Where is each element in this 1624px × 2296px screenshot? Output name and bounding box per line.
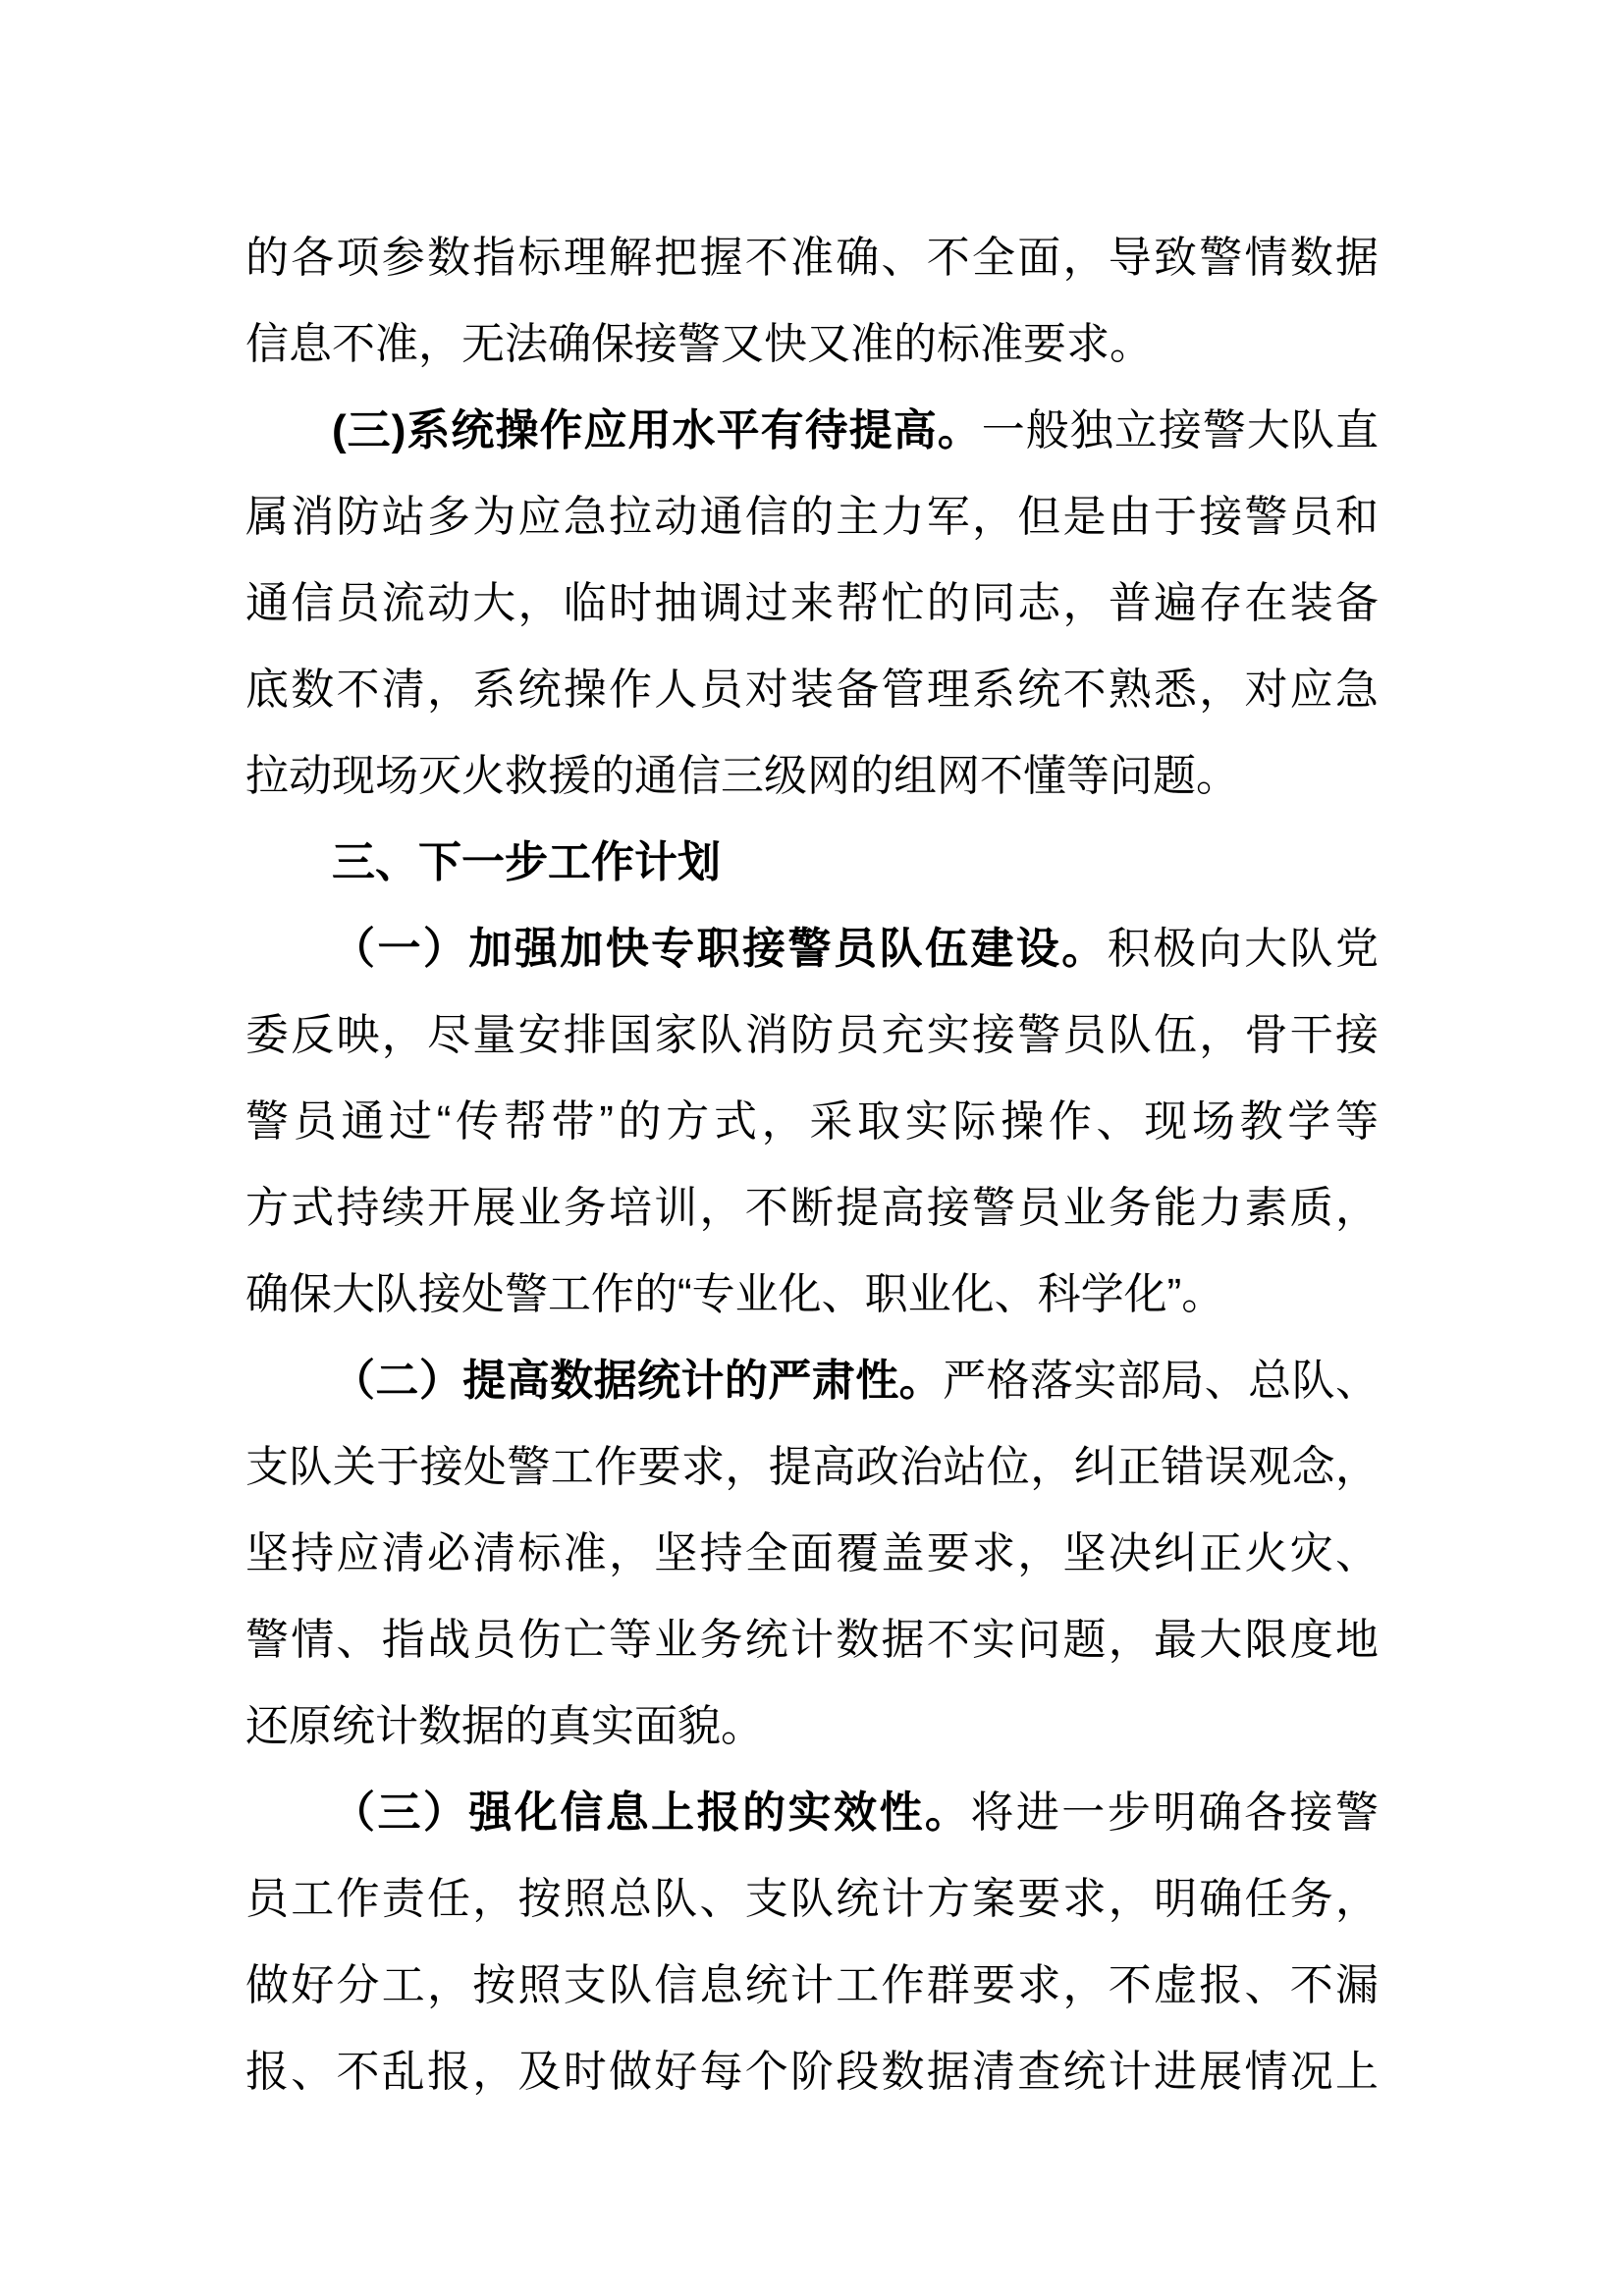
text-line xyxy=(245,1338,1379,1424)
body-text-run: 的各项参数指标理解把握不准确、不全面，导致警情数据 xyxy=(245,234,1379,282)
text-line xyxy=(245,1856,1379,1943)
body-text-run: 支队关于接处警工作要求，提高政治站位，纠正错误观念， xyxy=(245,1443,1379,1491)
body-text-run: 方式持续开展业务培训，不断提高接警员业务能力素质， xyxy=(245,1184,1379,1232)
text-line xyxy=(245,301,1379,388)
text-line xyxy=(245,906,1379,992)
text-line xyxy=(245,474,1379,561)
text-line xyxy=(245,1424,1379,1511)
body-text-run: 通信员流动大，临时抽调过来帮忙的同志，普遍存在装备 xyxy=(245,579,1379,627)
text-line xyxy=(245,1770,1379,1856)
text-line xyxy=(245,1683,1379,1770)
body-text-run: 员工作责任，按照总队、支队统计方案要求，明确任务， xyxy=(245,1875,1379,1923)
body-text-run: 信息不准，无法确保接警又快又准的标准要求。 xyxy=(245,320,1153,368)
text-line xyxy=(245,647,1379,733)
body-text-run: 做好分工，按照支队信息统计工作群要求，不虚报、不漏 xyxy=(245,1961,1379,2009)
heading-text-run: （三）强化信息上报的实效性。 xyxy=(332,1789,971,1837)
body-text-run: 还原统计数据的真实面貌。 xyxy=(245,1702,764,1750)
heading-text-run: （一）加强加快专职接警员队伍建设。 xyxy=(332,925,1108,973)
body-text-run: 将进一步明确各接警 xyxy=(970,1789,1380,1837)
document-content xyxy=(245,215,1379,2115)
body-text-run: 警员通过“传帮带”的方式，采取实际操作、现场教学等 xyxy=(245,1097,1379,1146)
body-text-run: 警情、指战员伤亡等业务统计数据不实问题，最大限度地 xyxy=(245,1616,1379,1664)
body-text-run: 一般独立接警大队直 xyxy=(981,406,1379,454)
body-text-run: 确保大队接处警工作的“专业化、职业化、科学化”。 xyxy=(245,1270,1225,1318)
heading-text-run: 三、下一步工作计划 xyxy=(332,838,721,886)
text-line xyxy=(245,733,1379,820)
text-line xyxy=(245,1079,1379,1165)
body-text-run: 严格落实部局、总队、 xyxy=(943,1357,1380,1405)
text-line xyxy=(245,1252,1379,1338)
text-line xyxy=(245,561,1379,647)
body-text-run: 委反映，尽量安排国家队消防员充实接警员队伍，骨干接 xyxy=(245,1011,1379,1059)
text-line xyxy=(245,992,1379,1079)
heading-text-run: （二）提高数据统计的严肃性。 xyxy=(332,1357,944,1405)
text-line xyxy=(245,2029,1379,2115)
body-text-run: 底数不清，系统操作人员对装备管理系统不熟悉，对应急 xyxy=(245,666,1379,714)
body-text-run: 报、不乱报，及时做好每个阶段数据清查统计进展情况上 xyxy=(245,2048,1379,2096)
body-text-run: 积极向大队党 xyxy=(1107,925,1380,973)
heading-text-run: (三)系统操作应用水平有待提高。 xyxy=(332,406,982,454)
text-line xyxy=(245,1943,1379,2029)
body-text-run: 拉动现场灭火救援的通信三级网的组网不懂等问题。 xyxy=(245,752,1239,800)
body-text-run: 属消防站多为应急拉动通信的主力军，但是由于接警员和 xyxy=(245,493,1379,541)
text-line xyxy=(245,1597,1379,1683)
text-line xyxy=(245,388,1379,474)
body-text-run: 坚持应清必清标准，坚持全面覆盖要求，坚决纠正火灾、 xyxy=(245,1529,1379,1577)
text-line xyxy=(245,1165,1379,1252)
text-line xyxy=(245,215,1379,301)
text-line xyxy=(245,1511,1379,1597)
text-line xyxy=(245,820,1379,906)
